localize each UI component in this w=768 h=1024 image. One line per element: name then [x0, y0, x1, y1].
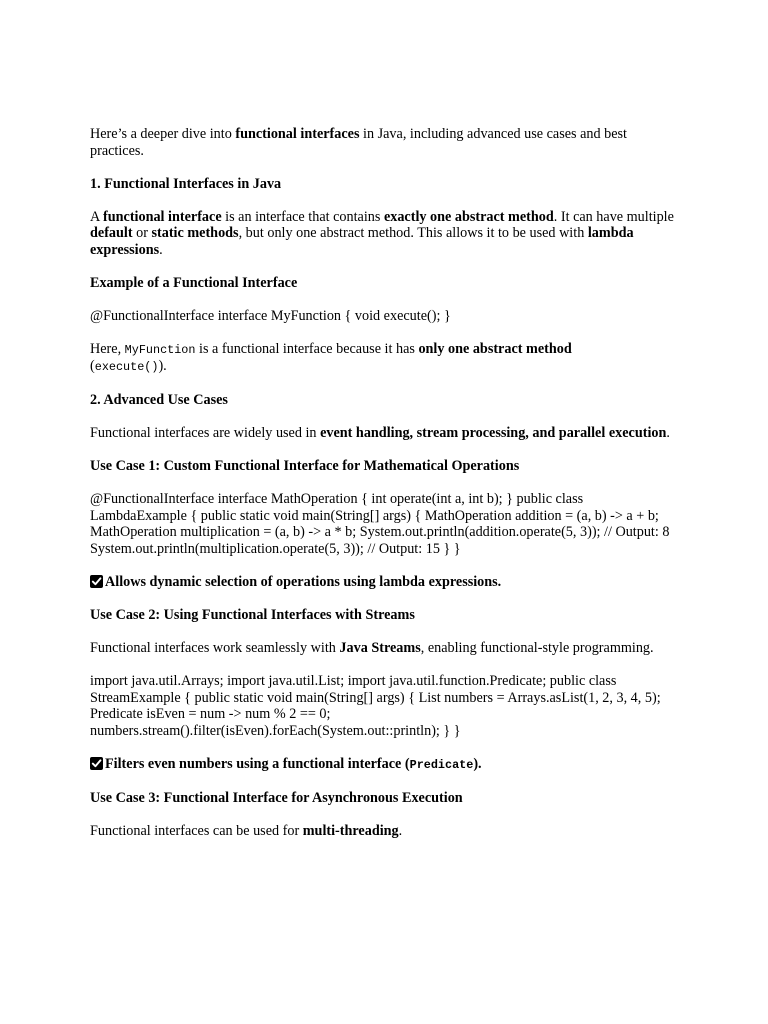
- text-span: Functional interfaces are widely used in: [90, 425, 321, 442]
- text-span: Here,: [90, 340, 125, 357]
- usecase2-paragraph: [90, 640, 682, 657]
- text-span: .: [159, 241, 163, 258]
- usecase3-heading: Use Case 3: Functional Interface for Asynchronous Execution: [90, 789, 463, 806]
- section1-paragraph: [90, 209, 682, 259]
- text-span: (: [90, 358, 95, 375]
- bold-term: multi-threading: [302, 822, 399, 839]
- bold-term: exactly one abstract method: [383, 208, 554, 225]
- intro-text: Here’s a deeper dive into: [90, 126, 236, 142]
- usecase1-heading: Use Case 1: Custom Functional Interface for Mathematical Operations: [90, 458, 520, 475]
- text-span: ).: [158, 358, 167, 375]
- usecase1-check-note: [90, 574, 682, 591]
- text-span: or: [132, 225, 152, 242]
- bold-term: functional interface: [103, 208, 222, 225]
- document-page: [90, 126, 682, 856]
- text-span: .: [398, 822, 403, 839]
- check-note-text: Allows dynamic selection of operations using lambda expressions.: [105, 574, 502, 590]
- usecase3-paragraph: [90, 823, 682, 840]
- section2-paragraph: [90, 425, 682, 442]
- inline-code: MyFunction: [124, 342, 196, 357]
- text-span: , enabling functional-style programming.: [420, 639, 654, 656]
- intro-text-end: in Java, including advanced use cases and best practices.: [90, 126, 627, 159]
- text-span: Functional interfaces can be used for: [90, 822, 303, 839]
- usecase2-heading: Use Case 2: Using Functional Interfaces with Streams: [90, 606, 415, 623]
- bold-term: Java Streams: [339, 639, 421, 656]
- check-note-text: ).: [473, 755, 482, 772]
- example-explanation: [90, 341, 682, 376]
- check-box-icon: [90, 575, 103, 588]
- text-span: is an interface that contains: [221, 208, 384, 225]
- section1-heading: 1. Functional Interfaces in Java: [90, 175, 282, 192]
- bold-term: only one abstract method: [418, 340, 572, 357]
- text-span: .: [666, 425, 670, 442]
- bold-term: event handling, stream processing, and parallel execution: [320, 425, 667, 442]
- usecase2-code: [90, 673, 682, 739]
- code-text: import java.util.Arrays; import java.util.List; import java.util.function.Predicate; public class StreamExample { public static void main(String[] args) { List numbers = Arrays.asList(1, 2, 3, 4, 5); Predicate isEven = num -> num % 2 == 0;: [90, 672, 661, 723]
- text-span: , but only one abstract method. This allows it to be used with: [238, 225, 588, 242]
- intro-paragraph: [90, 126, 682, 159]
- inline-code: Predicate: [409, 757, 474, 772]
- bold-term: lambda expressions: [90, 225, 634, 258]
- text-span: . It can have multiple: [553, 208, 674, 225]
- example-code: @FunctionalInterface interface MyFunction { void execute(); }: [90, 307, 451, 324]
- check-note-text: Filters even numbers using a functional interface (: [105, 755, 410, 772]
- inline-code: execute(): [94, 360, 159, 375]
- text-span: Functional interfaces work seamlessly with: [90, 639, 340, 656]
- bold-term: static methods: [151, 225, 239, 242]
- bold-term: default: [90, 225, 133, 242]
- text-span: A: [90, 208, 104, 225]
- usecase1-code: @FunctionalInterface interface MathOperation { int operate(int a, int b); } public class LambdaExample { public static void main(String[] args) { MathOperation addition = (a, b) -> a + b; MathOperation multiplication = (a, b) -> a * b; System.out.println(addition.operate(5, 3)); // Output: 8 System.out.println(multiplication.operate(5, 3)); // Output: 15 } }: [90, 491, 670, 558]
- usecase2-check-note: [90, 756, 682, 774]
- section2-heading: 2. Advanced Use Cases: [90, 392, 228, 409]
- code-text: numbers.stream().filter(isEven).forEach(System.out::println); } }: [90, 722, 461, 739]
- text-span: is a functional interface because it has: [195, 340, 419, 357]
- intro-bold-term: functional interfaces: [235, 126, 360, 142]
- check-box-icon: [90, 757, 103, 770]
- example-heading: Example of a Functional Interface: [90, 274, 298, 291]
